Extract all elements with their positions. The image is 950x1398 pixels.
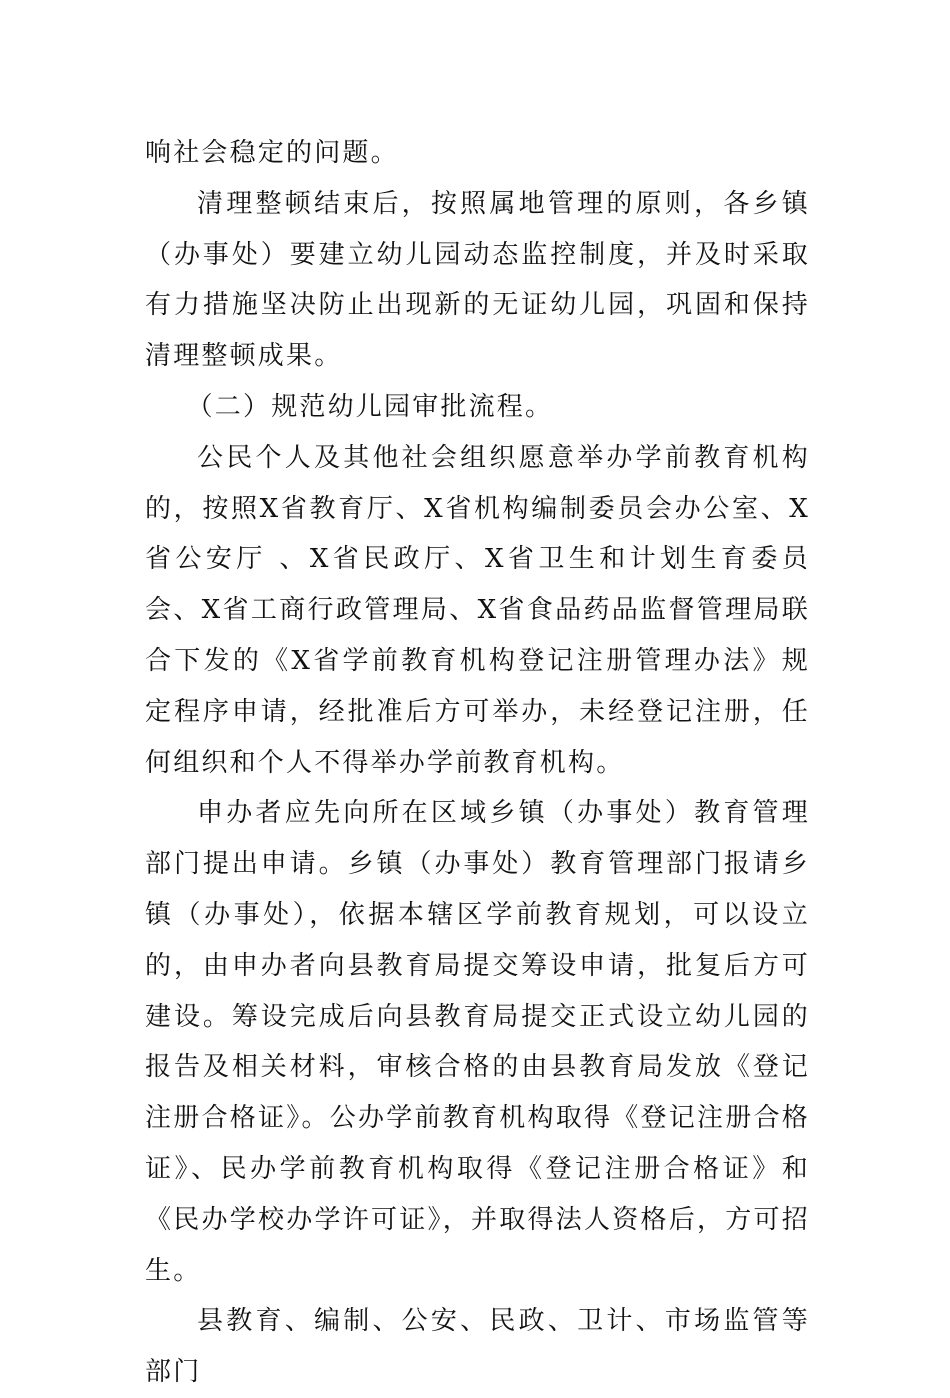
section-heading-approval-process: （二）规范幼儿园审批流程。 [186,391,554,422]
paragraph-departments: 县教育、编制、公安、民政、卫计、市场监管等部门 [145,1306,810,1388]
document-body [145,128,810,1398]
paragraph-cleanup-results: 清理整顿结束后，按照属地管理的原则，各乡镇（办事处）要建立幼儿园动态监控制度，并及时采取有力措施坚决防止出现新的无证幼儿园，巩固和保持清理整顿成果。 [145,188,810,372]
paragraph-continuation: 响社会稳定的问题。 [145,138,399,168]
paragraph-application-procedure: 申办者应先向所在区域乡镇（办事处）教育管理部门提出申请。乡镇（办事处）教育管理部门报请乡镇（办事处），依据本辖区学前教育规划，可以设立的，由申办者向县教育局提交筹设申请，批复后方可建设。筹设完成后向县教育局提交正式设立幼儿园的报告及相关材料，审核合格的由县教育局发放《登记注册合格证》。公办学前教育机构取得《登记注册合格证》、民办学前教育机构取得《登记注册合格证》和《民办学校办学许可证》，并取得法人资格后，方可招生。 [145,798,810,1286]
paragraph-registration-rules: 公民个人及其他社会组织愿意举办学前教育机构的，按照X省教育厅、X省机构编制委员会办公室、X省公安厅 、X省民政厅、X省卫生和计划生育委员会、X省工商行政管理局、X省食品药品监督管理局联合下发的《X省学前教育机构登记注册管理办法》规定程序申请，经批准后方可举办，未经登记注册，任何组织和个人不得举办学前教育机构。 [145,442,810,778]
